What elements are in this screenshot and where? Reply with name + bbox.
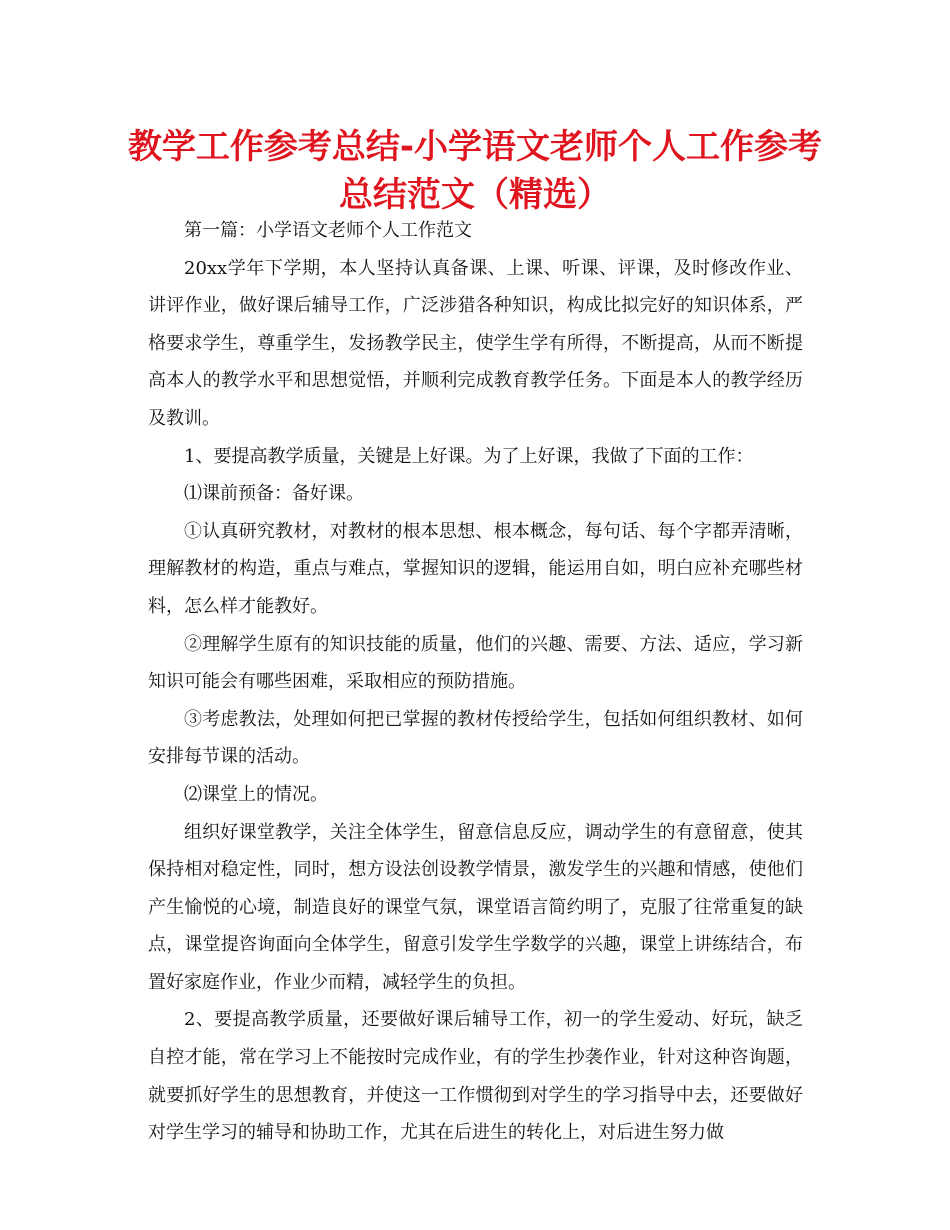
body-paragraph: ③考虑教法，处理如何把已掌握的教材传授给学生，包括如何组织教材、如何安排每节课的活动。 bbox=[148, 708, 803, 768]
body-paragraph: 20xx学年下学期，本人坚持认真备课、上课、听课、评课，及时修改作业、讲评作业，做好课后辅导工作，广泛涉猎各种知识，构成比拟完好的知识体系，严格要求学生，尊重学生，发扬教学民主，使学生学有所得，不断提高，从而不断提高本人的教学水平和思想觉悟，并顺利完成教育教学任务。下面是本人的教学经历及教训。 bbox=[148, 257, 803, 429]
body-paragraph: 1、要提高教学质量，关键是上好课。为了上好课，我做了下面的工作： bbox=[184, 445, 754, 467]
document-title: 教学工作参考总结-小学语文老师个人工作参考总结范文（精选） bbox=[127, 127, 823, 215]
body-paragraph: ②理解学生原有的知识技能的质量，他们的兴趣、需要、方法、适应，学习新知识可能会有哪些困难，采取相应的预防措施。 bbox=[148, 633, 803, 693]
body-paragraph: ①认真研究教材，对教材的根本思想、根本概念，每句话、每个字都弄清晰，理解教材的构造，重点与难点，掌握知识的逻辑，能运用自如，明白应补充哪些材料，怎么样才能教好。 bbox=[148, 520, 803, 617]
body-paragraph: 组织好课堂教学，关注全体学生，留意信息反应，调动学生的有意留意，使其保持相对稳定性，同时，想方设法创设教学情景，激发学生的兴趣和情感，使他们产生愉悦的心境，制造良好的课堂气氛，课堂语言简约明了，克服了往常重复的缺点，课堂提咨询面向全体学生，留意引发学生学数学的兴趣，课堂上讲练结合，布置好家庭作业，作业少而精，减轻学生的负担。 bbox=[148, 821, 803, 993]
body-paragraph: 2、要提高教学质量，还要做好课后辅导工作，初一的学生爱动、好玩，缺乏自控才能，常在学习上不能按时完成作业，有的学生抄袭作业，针对这种咨询题，就要抓好学生的思想教育，并使这一工作惯彻到对学生的学习指导中去，还要做好对学生学习的辅导和协助工作，尤其在后进生的转化上，对后进生努力做 bbox=[148, 1009, 803, 1144]
document-body bbox=[148, 212, 803, 1152]
section-heading: 第一篇：小学语文老师个人工作范文 bbox=[184, 220, 472, 241]
body-paragraph: ⑵课堂上的情况。 bbox=[184, 783, 328, 805]
body-paragraph: ⑴课前预备：备好课。 bbox=[184, 483, 364, 505]
